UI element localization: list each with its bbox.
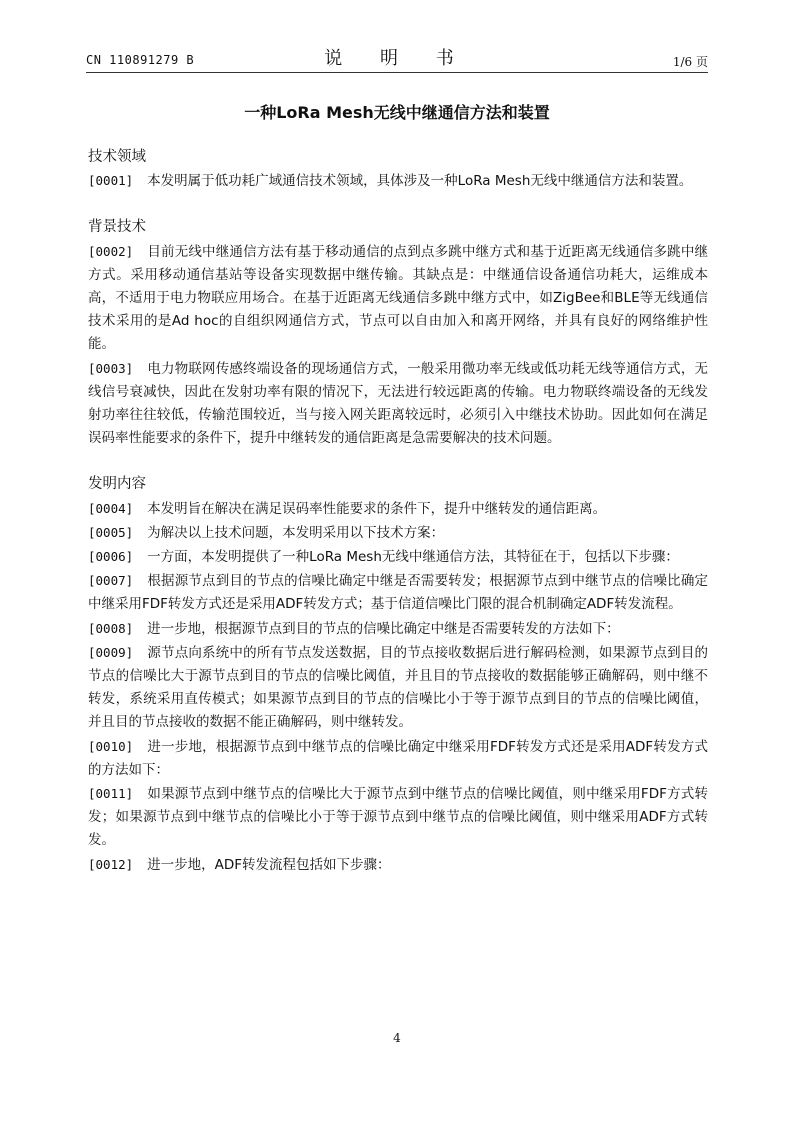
paragraph-number: [0011]: [88, 786, 134, 802]
paragraph-text: 根据源节点到目的节点的信噪比确定中继是否需要转发；根据源节点到中继节点的信噪比确定中继采用FDF转发方式还是采用ADF转发方式；基于信道信噪比门限的混合机制确定ADF转发流程。: [88, 573, 708, 613]
document-body: [88, 146, 708, 877]
paragraph-number: [0001]: [88, 173, 134, 189]
paragraph: [88, 545, 708, 569]
paragraph-number: [0009]: [88, 644, 134, 660]
document-title: 一种LoRa Mesh无线中继通信方法和装置: [244, 103, 550, 122]
paragraph-text: 电力物联网传感终端设备的现场通信方式，一般采用微功率无线或低功耗无线等通信方式，无线信号衰减快，因此在发射功率有限的情况下，无法进行较远距离的传输。电力物联终端设备的无线发射功率往往较低，传输范围较近，当与接入网关距离较远时，必须引入中继技术协助。因此如何在满足误码率性能要求的条件下，提升中继转发的通信距离是急需要解决的技术问题。: [88, 360, 708, 447]
paragraph-number: [0005]: [88, 524, 134, 540]
paragraph-number: [0002]: [88, 243, 134, 259]
paragraph-text: 源节点向系统中的所有节点发送数据，目的节点接收数据后进行解码检测，如果源节点到目的节点的信噪比大于源节点到目的节点的信噪比阈值，并且目的节点接收的数据能够正确解码，则中继不转发，系统采用直传模式；如果源节点到目的节点的信噪比小于等于源节点到目的节点的信噪比阈值，并且目的节点接收的数据不能正确解码，则中继转发。: [88, 644, 708, 731]
paragraph-text: 进一步地，根据源节点到目的节点的信噪比确定中继是否需要转发的方法如下：: [147, 620, 620, 637]
document-type: 说 明 书: [324, 48, 470, 69]
paragraph-number: [0010]: [88, 738, 134, 754]
patent-number: CN 110891279 B: [86, 53, 195, 67]
paragraph-text: 本发明属于低功耗广域通信技术领域，具体涉及一种LoRa Mesh无线中继通信方法和装置。: [147, 173, 693, 190]
paragraph-number: [0003]: [88, 360, 134, 376]
section-heading: 发明内容: [88, 476, 146, 493]
paragraph: [88, 853, 708, 877]
paragraph: [88, 497, 708, 521]
paragraph: [88, 357, 708, 451]
paragraph-text: 为解决以上技术问题，本发明采用以下技术方案：: [147, 524, 445, 541]
page-info: 1/6 页: [672, 55, 708, 69]
paragraph-number: [0008]: [88, 620, 134, 636]
paragraph-text: 进一步地，ADF转发流程包括如下步骤：: [147, 856, 391, 873]
paragraph-number: [0007]: [88, 573, 134, 589]
paragraph: [88, 641, 708, 735]
section-heading: 背景技术: [88, 219, 146, 236]
paragraph-text: 进一步地，根据源节点到中继节点的信噪比确定中继采用FDF转发方式还是采用ADF转发方式的方法如下：: [88, 738, 708, 778]
paragraph-number: [0006]: [88, 549, 134, 565]
paragraph: [88, 617, 708, 641]
paragraph: [88, 735, 708, 782]
paragraph-text: 本发明旨在解决在满足误码率性能要求的条件下，提升中继转发的通信距离。: [147, 500, 607, 517]
paragraph: [88, 782, 708, 853]
paragraph-number: [0004]: [88, 500, 134, 516]
paragraph-number: [0012]: [88, 856, 134, 872]
page-number: 4: [393, 1031, 401, 1045]
section-heading: 技术领域: [88, 149, 146, 165]
paragraph: [88, 569, 708, 616]
paragraph: [88, 521, 708, 545]
header-rule: [86, 72, 708, 73]
paragraph: [88, 240, 708, 357]
paragraph-text: 一方面，本发明提供了一种LoRa Mesh无线中继通信方法，其特征在于，包括以下步骤：: [147, 549, 679, 566]
paragraph: [88, 169, 708, 193]
paragraph-text: 如果源节点到中继节点的信噪比大于源节点到中继节点的信噪比阈值，则中继采用FDF方式转发；如果源节点到中继节点的信噪比小于等于源节点到中继节点的信噪比阈值，则中继采用ADF方式转发。: [88, 786, 708, 849]
paragraph-text: 目前无线中继通信方法有基于移动通信的点到点多跳中继方式和基于近距离无线通信多跳中继方式。采用移动通信基站等设备实现数据中继传输。其缺点是：中继通信设备通信功耗大，运维成本高，不适用于电力物联应用场合。在基于近距离无线通信多跳中继方式中，如ZigBee和BLE等无线通信技术采用的是Ad hoc的自组织网通信方式，节点可以自由加入和离开网络，并具有良好的网络维护性能。: [88, 243, 708, 353]
